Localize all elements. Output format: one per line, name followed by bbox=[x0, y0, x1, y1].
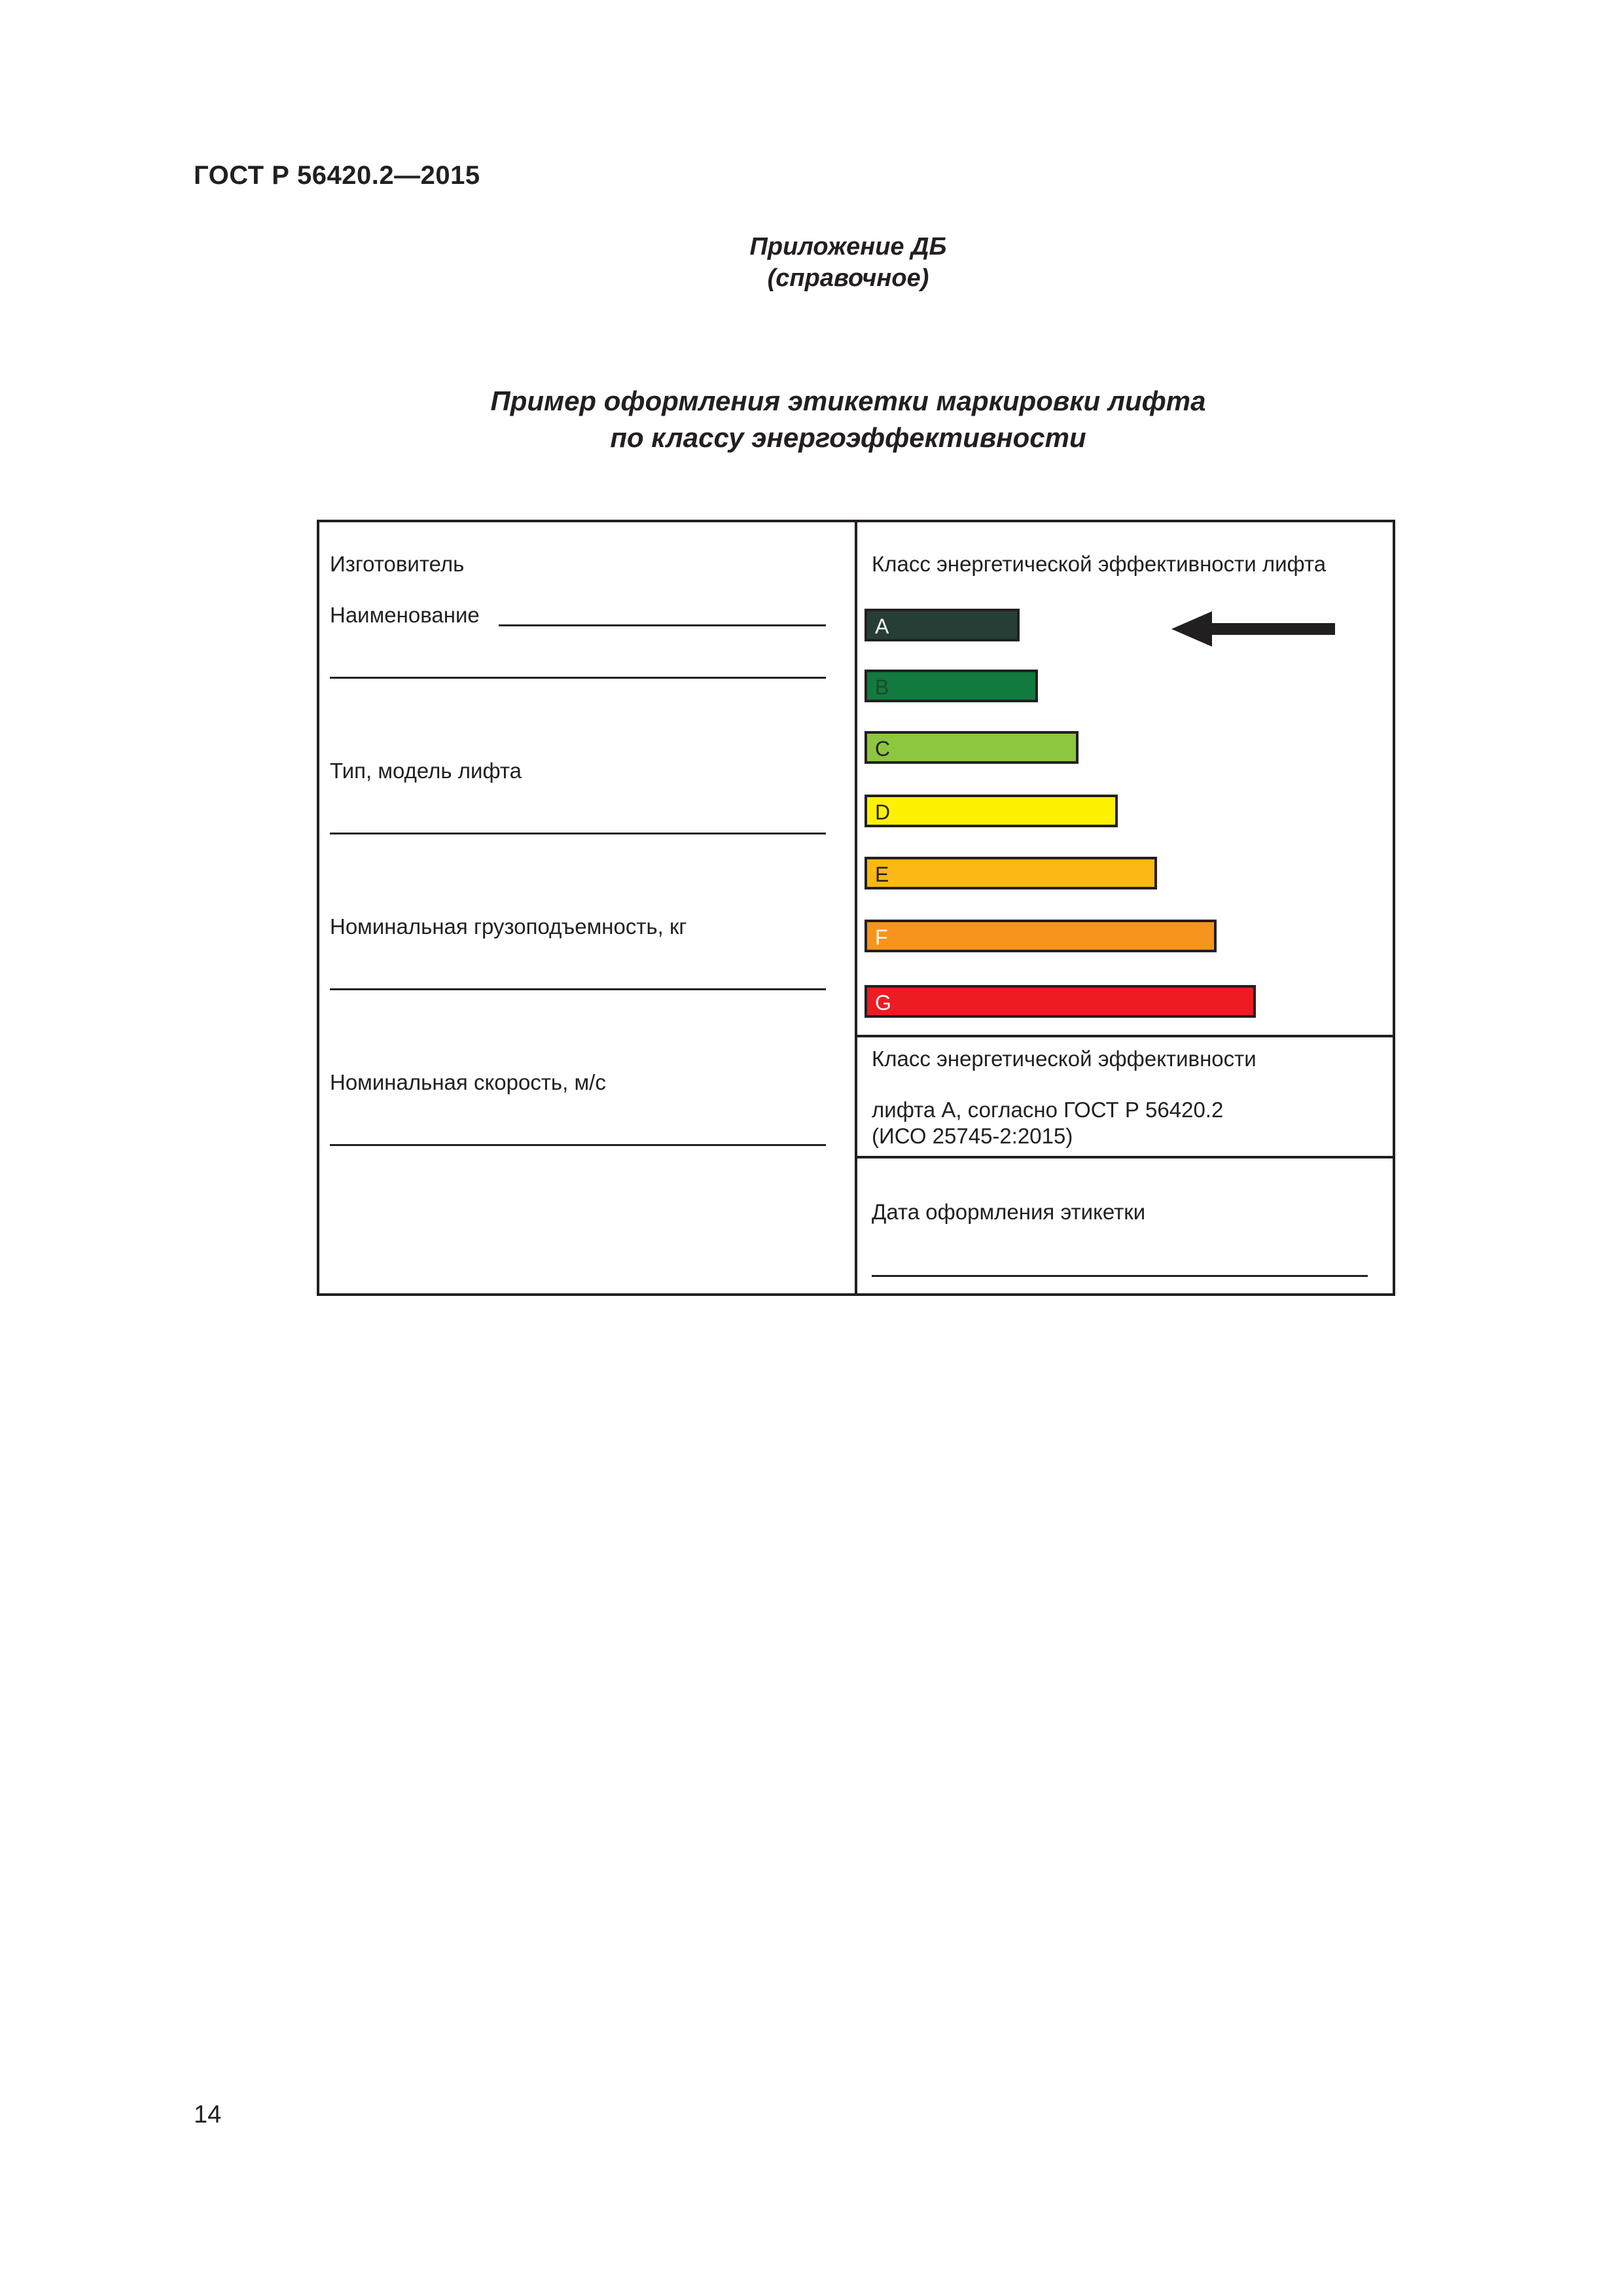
energy-bar-d-letter: D bbox=[875, 800, 891, 824]
energy-bar-g bbox=[865, 985, 1256, 1018]
type-model-field-line bbox=[330, 833, 826, 834]
capacity-field-line bbox=[330, 988, 826, 990]
energy-bar-c bbox=[865, 731, 1079, 764]
energy-bar-b-letter: B bbox=[875, 675, 889, 699]
capacity-label: Номинальная грузоподъемность, кг bbox=[330, 914, 687, 939]
energy-bar-e bbox=[865, 857, 1157, 889]
label-divider-conformity bbox=[856, 1035, 1395, 1037]
energy-bar-f bbox=[865, 920, 1217, 952]
energy-bar-a-letter: A bbox=[875, 615, 889, 638]
name-field-line bbox=[499, 624, 826, 626]
energy-bar-c-letter: C bbox=[875, 737, 891, 761]
section-heading-line-2: по классу энергоэффективности bbox=[610, 422, 1086, 453]
type-model-label: Тип, модель лифта bbox=[330, 759, 522, 783]
section-heading-line-1: Пример оформления этикетки маркировки лифта bbox=[490, 386, 1206, 416]
document-code: ГОСТ Р 56420.2—2015 bbox=[194, 161, 480, 190]
label-vertical-divider bbox=[855, 520, 857, 1296]
label-date-label: Дата оформления этикетки bbox=[872, 1200, 1146, 1224]
energy-bar-d bbox=[865, 795, 1118, 827]
label-date-field-line bbox=[872, 1275, 1368, 1277]
name-field-line-2 bbox=[330, 677, 826, 679]
energy-bar-g-letter: G bbox=[875, 991, 891, 1014]
conformity-line-3: (ИСО 25745-2:2015) bbox=[872, 1124, 1073, 1148]
energy-bar-a bbox=[865, 609, 1020, 641]
label-divider-date bbox=[856, 1156, 1395, 1158]
appendix-subtitle: (справочное) bbox=[767, 264, 929, 292]
selected-class-arrow-icon bbox=[1171, 609, 1342, 648]
name-label: Наименование bbox=[330, 603, 480, 627]
energy-bar-f-letter: F bbox=[875, 925, 888, 949]
appendix-title: Приложение ДБ bbox=[749, 233, 947, 260]
energy-bar-b bbox=[865, 670, 1038, 702]
speed-field-line bbox=[330, 1144, 826, 1146]
energy-bar-e-letter: E bbox=[875, 863, 889, 886]
conformity-line-1: Класс энергетической эффективности bbox=[872, 1047, 1257, 1071]
manufacturer-label: Изготовитель bbox=[330, 552, 465, 576]
page-number: 14 bbox=[194, 2101, 222, 2128]
speed-label: Номинальная скорость, м/с bbox=[330, 1070, 606, 1094]
energy-class-title: Класс энергетической эффективности лифта bbox=[872, 552, 1327, 576]
conformity-line-2: лифта А, согласно ГОСТ Р 56420.2 bbox=[872, 1098, 1224, 1122]
